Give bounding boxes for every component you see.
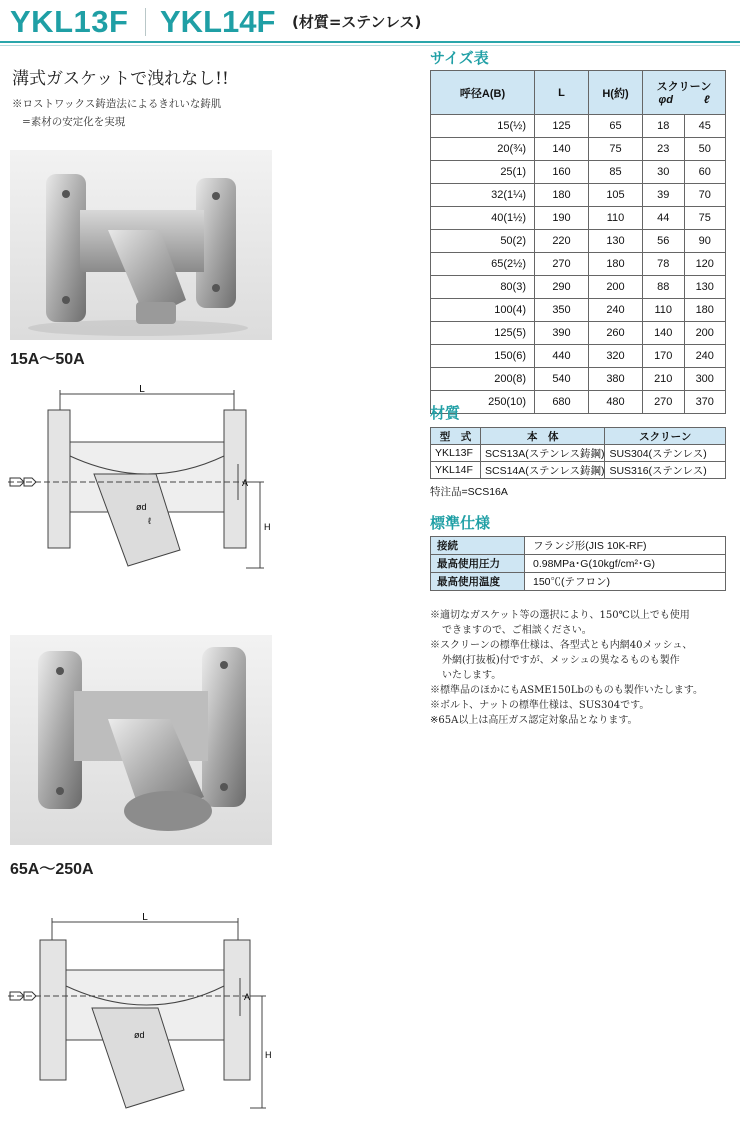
spec-table xyxy=(430,536,726,591)
note-line: ※ボルト、ナットの標準仕様は、SUS304です。 xyxy=(430,700,650,711)
table-cell: 350 xyxy=(535,299,589,322)
table-cell: 78 xyxy=(643,253,685,276)
table-cell: 140 xyxy=(535,138,589,161)
table-cell: 300 xyxy=(684,368,726,391)
note-line: ※適切なガスケット等の選択により、150℃以上でも使用 xyxy=(430,610,690,621)
table-cell: 270 xyxy=(643,391,685,414)
table-row xyxy=(431,368,726,391)
table-cell: 30 xyxy=(643,161,685,184)
mat-col-screen: スクリーン xyxy=(605,428,726,445)
table-cell: 370 xyxy=(684,391,726,414)
table-row xyxy=(431,391,726,414)
table-cell: 50 xyxy=(684,138,726,161)
table-cell: SCS14A(ステンレス鋳鋼) xyxy=(481,462,605,479)
table-cell: 32(1¼) xyxy=(431,184,535,207)
table-cell: 60 xyxy=(684,161,726,184)
dim-L-label-large: L xyxy=(142,912,148,923)
col-ell: ℓ xyxy=(703,93,710,106)
table-cell: 680 xyxy=(535,391,589,414)
col-phid: φd xyxy=(658,93,673,106)
table-cell: 120 xyxy=(684,253,726,276)
table-cell: SCS13A(ステンレス鋳鋼) xyxy=(481,445,605,462)
table-cell: 210 xyxy=(643,368,685,391)
table-cell: 440 xyxy=(535,345,589,368)
table-cell: 110 xyxy=(589,207,643,230)
table-cell: 15(½) xyxy=(431,115,535,138)
table-cell: YKL14F xyxy=(431,462,481,479)
mat-col-model: 型 式 xyxy=(431,428,481,445)
table-cell: 130 xyxy=(589,230,643,253)
mat-col-body: 本 体 xyxy=(481,428,605,445)
table-row xyxy=(431,555,726,573)
table-cell: 23 xyxy=(643,138,685,161)
table-cell: 540 xyxy=(535,368,589,391)
spec-value: フランジ形(JIS 10K-RF) xyxy=(525,537,726,555)
table-cell: 380 xyxy=(589,368,643,391)
table-cell: 125(5) xyxy=(431,322,535,345)
table-cell: 260 xyxy=(589,322,643,345)
table-cell: 130 xyxy=(684,276,726,299)
size-table-title: サイズ表 xyxy=(430,49,489,67)
table-row xyxy=(431,161,726,184)
table-cell: 65(2½) xyxy=(431,253,535,276)
dim-H-label-large: H xyxy=(265,1050,272,1060)
spec-title: 標準仕様 xyxy=(430,514,491,532)
table-cell: 170 xyxy=(643,345,685,368)
size-range-large: 65A〜250A xyxy=(10,861,94,878)
table-cell: YKL13F xyxy=(431,445,481,462)
table-row xyxy=(431,253,726,276)
table-cell: 250(10) xyxy=(431,391,535,414)
table-cell: 160 xyxy=(535,161,589,184)
material-title: 材質 xyxy=(430,404,461,422)
spec-label: 最高使用圧力 xyxy=(431,555,525,573)
table-cell: 220 xyxy=(535,230,589,253)
table-cell: 44 xyxy=(643,207,685,230)
table-cell: 320 xyxy=(589,345,643,368)
table-cell: 140 xyxy=(643,322,685,345)
table-cell: 40(1½) xyxy=(431,207,535,230)
table-cell: 20(¾) xyxy=(431,138,535,161)
table-cell: 45 xyxy=(684,115,726,138)
table-row xyxy=(431,138,726,161)
table-row xyxy=(431,276,726,299)
table-cell: 200 xyxy=(684,322,726,345)
table-cell: 200(8) xyxy=(431,368,535,391)
table-cell: 80(3) xyxy=(431,276,535,299)
table-row xyxy=(431,345,726,368)
casting-note: ※ロストワックス鋳造法によるきれいな鋳肌 xyxy=(12,98,222,110)
title-separator xyxy=(145,8,146,36)
table-cell: 270 xyxy=(535,253,589,276)
header-divider xyxy=(0,41,740,43)
table-cell: SUS304(ステンレス) xyxy=(605,445,726,462)
table-cell: 180 xyxy=(684,299,726,322)
table-row xyxy=(431,299,726,322)
table-row xyxy=(431,184,726,207)
dim-H-label: H xyxy=(264,522,271,532)
material-label: (材質=ステンレス) xyxy=(292,13,422,31)
table-cell: 90 xyxy=(684,230,726,253)
dim-L-label: L xyxy=(139,384,145,395)
table-cell: 56 xyxy=(643,230,685,253)
material-table xyxy=(430,427,726,479)
spec-label: 接続 xyxy=(431,537,525,555)
dim-A-label: A xyxy=(242,478,249,488)
special-order-note: 特注品=SCS16A xyxy=(430,486,508,498)
table-cell: 25(1) xyxy=(431,161,535,184)
table-row xyxy=(431,115,726,138)
spec-value: 150℃(テフロン) xyxy=(525,573,726,591)
table-cell: 85 xyxy=(589,161,643,184)
table-cell: 65 xyxy=(589,115,643,138)
header xyxy=(0,0,740,44)
table-cell: 105 xyxy=(589,184,643,207)
table-cell: 110 xyxy=(643,299,685,322)
dim-phid-label-large: ød xyxy=(134,1030,145,1040)
header-divider-thin xyxy=(0,45,740,46)
note-line: ※65A以上は高圧ガス認定対象品となります。 xyxy=(430,715,638,726)
table-row xyxy=(431,322,726,345)
model-title-ykl13f: YKL13F xyxy=(10,4,129,39)
table-cell: 75 xyxy=(684,207,726,230)
table-cell: 150(6) xyxy=(431,345,535,368)
table-cell: 180 xyxy=(589,253,643,276)
table-cell: 290 xyxy=(535,276,589,299)
table-cell: 240 xyxy=(589,299,643,322)
note-line: いたします。 xyxy=(442,670,502,681)
col-L: L xyxy=(535,71,589,115)
strainer-photo-small-illustration xyxy=(10,150,272,340)
catch-copy: 溝式ガスケットで洩れなし!! xyxy=(12,69,229,89)
col-H: H(約) xyxy=(589,71,643,115)
casting-note-2: =素材の安定化を実現 xyxy=(22,116,126,128)
table-cell: 100(4) xyxy=(431,299,535,322)
table-cell: 39 xyxy=(643,184,685,207)
cross-section-drawing-large xyxy=(8,912,272,1124)
table-cell: 70 xyxy=(684,184,726,207)
note-line: できますので、ご相談ください。 xyxy=(442,625,592,636)
table-cell: 190 xyxy=(535,207,589,230)
spec-label: 最高使用温度 xyxy=(431,573,525,591)
table-cell: 200 xyxy=(589,276,643,299)
table-cell: 180 xyxy=(535,184,589,207)
cross-section-drawing-small xyxy=(8,382,272,592)
table-cell: 75 xyxy=(589,138,643,161)
table-row xyxy=(431,462,726,479)
table-row xyxy=(431,573,726,591)
table-cell: SUS316(ステンレス) xyxy=(605,462,726,479)
table-cell: 50(2) xyxy=(431,230,535,253)
product-photo-small xyxy=(10,150,272,340)
dim-A-label-large: A xyxy=(244,992,251,1002)
table-cell: 240 xyxy=(684,345,726,368)
spec-value: 0.98MPa･G(10kgf/cm²･G) xyxy=(525,555,726,573)
dim-phid-label: ød xyxy=(136,502,147,512)
table-cell: 390 xyxy=(535,322,589,345)
table-cell: 18 xyxy=(643,115,685,138)
note-line: ※スクリーンの標準仕様は、各型式とも内網40メッシュ、 xyxy=(430,640,693,651)
dim-l-label: ℓ xyxy=(148,516,151,526)
screen-header: スクリーン xyxy=(656,80,712,93)
notes-list xyxy=(430,608,730,728)
table-row xyxy=(431,445,726,462)
table-cell: 88 xyxy=(643,276,685,299)
model-title-ykl14f: YKL14F xyxy=(160,4,276,39)
note-line: 外網(打抜板)付ですが、メッシュの異なるものも製作 xyxy=(442,655,680,666)
size-table xyxy=(430,70,726,414)
col-nominal: 呼径A(B) xyxy=(431,71,535,115)
strainer-photo-large-illustration xyxy=(10,635,272,845)
table-row xyxy=(431,207,726,230)
table-row xyxy=(431,537,726,555)
table-row xyxy=(431,230,726,253)
product-photo-large xyxy=(10,635,272,845)
col-screen xyxy=(643,71,726,115)
table-cell: 480 xyxy=(589,391,643,414)
size-range-small: 15A〜50A xyxy=(10,351,85,368)
table-cell: 125 xyxy=(535,115,589,138)
note-line: ※標準品のほかにもASME150Lbのものも製作いたします。 xyxy=(430,685,703,696)
